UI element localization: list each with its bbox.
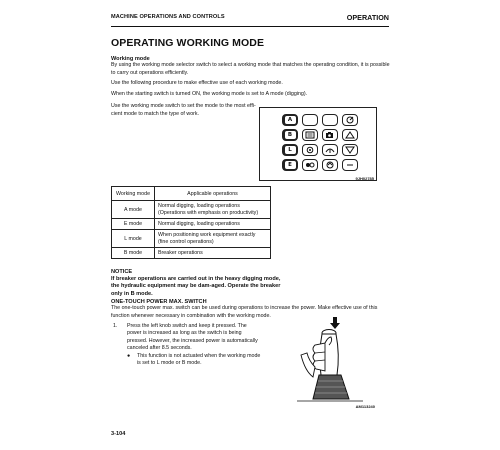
power-max-intro: The one-touch power max. switch can be used during operations to increase the power. Make effective use of this function whenever necessary in combination with the working mode.: [111, 305, 378, 319]
chapter-title: OPERATION: [346, 13, 389, 22]
operations-line: Normal digging, loading operations: [158, 220, 240, 227]
notice-text: If breaker operations are carried out in the heavy digging mode, the hydraulic equipment may be dam-aged. Operate the breaker only in B mode.: [111, 276, 281, 297]
press-arrow-icon: [330, 317, 340, 329]
panel-figure-code: 9JH02785: [355, 176, 374, 181]
mode-cell: B mode: [112, 248, 155, 259]
down-arrow-icon: [342, 144, 358, 156]
operations-line: (fine control operations): [158, 238, 214, 245]
working-mode-start-note: When the starting switch is turned ON, the working mode is set to A mode (digging).: [111, 91, 308, 97]
operations-cell: [155, 219, 271, 230]
operations-line: When positioning work equipment exactly: [158, 231, 256, 238]
table-header-operations: Applicable operations: [155, 187, 271, 201]
table-header-row: [112, 187, 271, 201]
control-lever-figure: [285, 315, 375, 413]
washer-icon: [322, 144, 338, 156]
operations-line: (Operations with emphasis on productivity): [158, 209, 259, 216]
step-number: 1.: [113, 323, 118, 329]
operations-line: Breaker operations: [158, 249, 203, 256]
lever-figure-code: AM113240: [355, 404, 375, 409]
table-row: [112, 248, 271, 259]
mode-cell: A mode: [112, 201, 155, 219]
table-row: [112, 219, 271, 230]
operations-cell: [155, 201, 271, 219]
page-header: [111, 12, 389, 27]
select-icon: [342, 159, 358, 171]
working-mode-procedure: Use the following procedure to make effective use of each working mode.: [111, 80, 283, 86]
notice-heading: NOTICE: [111, 269, 133, 275]
camera-icon: [322, 129, 338, 141]
mode-cell: E mode: [112, 219, 155, 230]
operations-line: Normal digging, loading operations: [158, 202, 240, 209]
mode-cell: L mode: [112, 230, 155, 248]
travel-speed-icon: [302, 159, 318, 171]
power-max-heading: ONE-TOUCH POWER MAX. SWITCH: [111, 299, 207, 305]
blank-button: [302, 114, 318, 126]
working-mode-intro: By using the working mode selector switch to select a working mode that matches the operating condition, it is possible to carry out operations efficiently.: [111, 62, 390, 76]
blank-button: [322, 114, 338, 126]
page-title: OPERATING WORKING MODE: [111, 37, 265, 49]
table-row: [112, 201, 271, 219]
bullet-icon: ●: [127, 353, 131, 359]
up-arrow-icon: [342, 129, 358, 141]
step-text: Press the left knob switch and keep it pressed. The power is increased as long as the switch is being pressed. However, the increased power is automatically canceled after 8.5 seconds.: [127, 323, 258, 352]
page-number: 3-104: [111, 431, 126, 437]
working-mode-switch-note: Use the working mode switch to set the mode to the most effi-cient mode to match the type of work.: [111, 103, 256, 117]
working-mode-table: [111, 186, 271, 259]
mode-switch-panel-figure: [259, 107, 377, 181]
buzzer-icon: [302, 144, 318, 156]
operations-cell: [155, 248, 271, 259]
operations-cell: [155, 230, 271, 248]
mode-b-button: B: [282, 129, 298, 141]
table-header-mode: Working mode: [112, 187, 155, 201]
bullet-text: This function is not actuated when the working mode is set to L mode or B mode.: [137, 353, 261, 367]
working-mode-heading: Working mode: [111, 56, 150, 62]
mode-e-button: E: [282, 159, 298, 171]
lever-hand-illustration: [285, 315, 375, 413]
auto-decel-icon: [322, 159, 338, 171]
wiper-icon: [342, 114, 358, 126]
section-title: MACHINE OPERATIONS AND CONTROLS: [111, 14, 225, 20]
monitor-icon: [302, 129, 318, 141]
mode-a-button: A: [282, 114, 298, 126]
mode-l-button: L: [282, 144, 298, 156]
table-row: [112, 230, 271, 248]
